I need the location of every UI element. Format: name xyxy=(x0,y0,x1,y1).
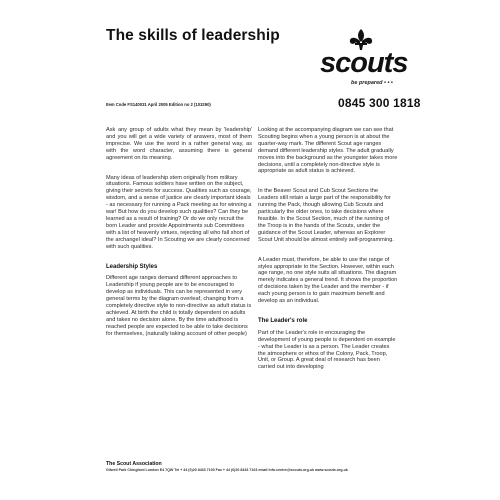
item-code-line: Item Code FS140031 April 2005 Edition no 2 (103290) xyxy=(106,102,211,107)
footer-address: Gilwell Park Chingford London E4 7QW Tel + 44 (0)20 8433 7100 Fax + 44 (0)20 8433 7103 email info.centre@scouts.org.uk www.scouts.org.uk xyxy=(106,468,348,472)
document-title: The skills of leadership xyxy=(106,27,280,44)
left-paragraph-1: Ask any group of adults what they mean by 'leadership' and you will get a wide variety of answers, most of them imprecise. We use the word in a rather general way, as with the word character, assuming there is general agreement on its meaning. xyxy=(106,127,252,161)
right-paragraph-1: Looking at the accompanying diagram we can see that Scouting begins when a young person is at about the quarter-way mark. The different Scout age ranges demand different leadership styles. The adult gradually moves into the background as the youngster takes more decisions, until a completely non-directive style is appropriate as adult status is achieved. xyxy=(258,127,398,175)
leaders-role-heading: The Leader's role xyxy=(258,317,308,324)
right-column xyxy=(258,127,398,384)
logo-tagline: be prepared • • • xyxy=(351,80,393,86)
phone-number: 0845 300 1818 xyxy=(338,96,421,110)
right-paragraph-4: Part of the Leader's role in encouraging the development of young people is dependent on example - what the Leader is as a person. The Leader creates the atmosphere or ethos of the Colony, Pack, Troop, Unit, or Group. A great deal of research has been carried out into developing xyxy=(258,329,396,371)
leadership-styles-heading: Leadership Styles xyxy=(106,263,158,270)
scouts-logo xyxy=(320,36,408,86)
scouts-wordmark: scouts xyxy=(320,47,408,79)
left-paragraph-2: Many ideas of leadership stem originally from military situations. Famous soldiers have written on the subject, giving their secrets for success. Qualities such as courage, wisdom, and a sense of justice are clearly important ideals - as necessary for running a Pack meeting as for winning a war! But how do you develop such qualities? Can they be learned as a result of training? Or do we only recruit the born Leader and provide Appointments sub Committees with a list of heavenly virtues, rejecting all who fall short of the archangel ideal? In Scouting we are clearly concerned with such qualities. xyxy=(106,174,252,250)
left-paragraph-3: Different age ranges demand different approaches to Leadership if young people are to be encouraged to develop as individuals. This can be represented in very general terms by the diagram overleaf, changing from a completely directive style to non-directive as adult status is achieved. At birth the child is totally dependent on adults and takes no decision alone. By the time adulthood is reached people are expected to be able to take decisions for themselves, (naturally taking account of other people) xyxy=(106,275,252,337)
footer-organisation: The Scout Association xyxy=(106,461,162,467)
right-paragraph-2: In the Beaver Scout and Cub Scout Sections the Leaders still retain a large part of the responsibility for running the Pack, though allowing Cub Scouts and particularly the older ones, to take decisions where feasible. In the Scout Section, much of the running of the Troop is in the hands of the Scouts, under the guidance of the Scout Leader, whereas an Explorer Scout Unit should be almost entirely self-programming. xyxy=(258,188,394,243)
right-paragraph-3: A Leader must, therefore, be able to use the range of styles appropriate to the Section. However, within each age range, no one style suits all situations. The diagram merely indicates a general trend. It shows the proportion of decisions taken by the Leader and the member - if each young person is to gain maximum benefit and develop as an individual. xyxy=(258,256,398,305)
left-column xyxy=(106,127,252,351)
